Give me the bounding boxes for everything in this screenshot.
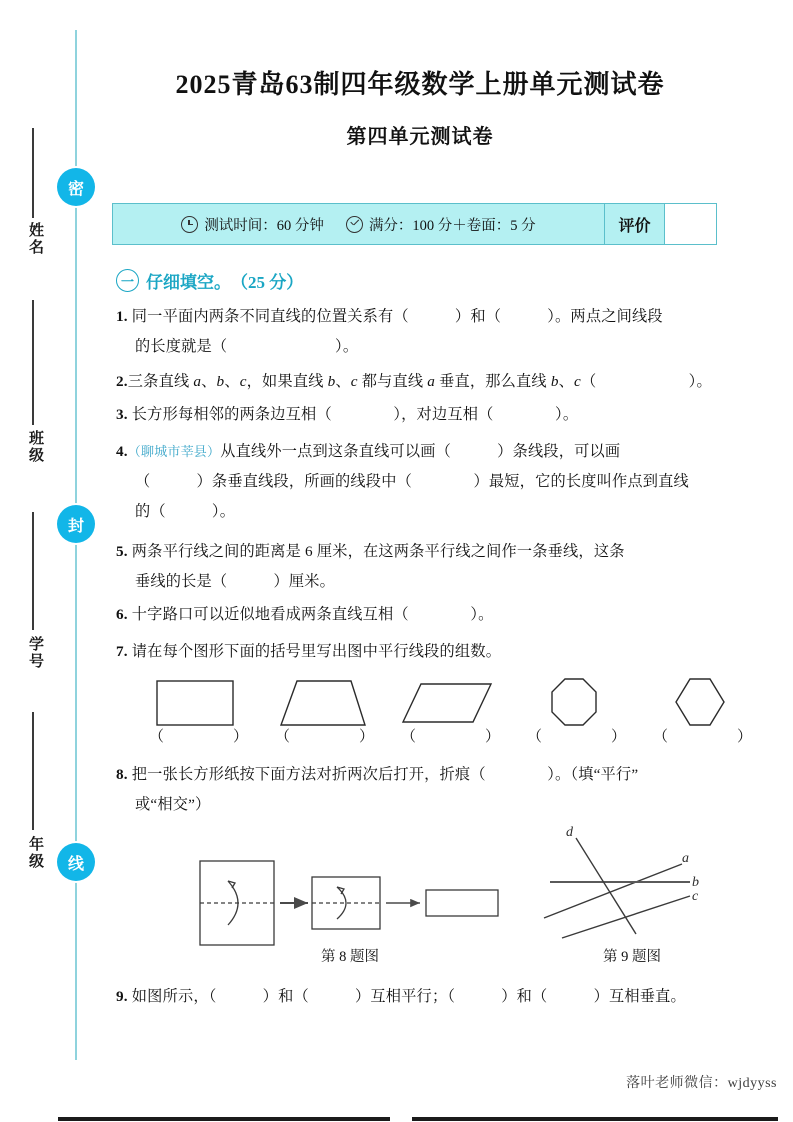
question-5-line-1 [116, 537, 781, 567]
question-4-text-2: （ ）条垂直线段，所画的线段中（ ）最短，它的长度叫作点到直线 [135, 473, 689, 490]
figure-9-lines [532, 822, 722, 942]
shape-blank-octagon[interactable]: （ ） [527, 729, 640, 745]
question-2-sep-2: 、 [224, 373, 240, 390]
field-label-name: 姓名 [27, 222, 44, 256]
octagon-icon [525, 676, 621, 728]
seal-badge-xian [57, 843, 95, 881]
watermark-text: 落叶老师微信：wjdyyss [626, 1076, 777, 1091]
seal-badge-mi [57, 168, 95, 206]
figure-9-label-a: a [682, 851, 689, 866]
section-points: （25 分） [231, 273, 304, 292]
question-7 [116, 637, 776, 667]
question-2-var-a1: a [193, 373, 202, 390]
question-2-text-pre: 三条直线 [127, 373, 194, 390]
bottom-edge-gap [390, 1117, 412, 1121]
question-2-var-c3: c [574, 373, 581, 390]
time-label: 测试时间：60 分钟 [204, 217, 324, 234]
page-title: 2025青岛63制四年级数学上册单元测试卷 [175, 70, 665, 99]
shape-blank-parallelogram[interactable]: （ ） [401, 729, 514, 745]
paper-content [100, 0, 793, 1122]
evaluation-answer-cell[interactable] [665, 204, 716, 244]
question-5-line-2 [116, 567, 781, 597]
evaluation-header-cell: 评价 [605, 204, 665, 244]
question-8-number: 8. [116, 766, 128, 783]
question-4 [116, 437, 781, 527]
question-4-text-1: 从直线外一点到这条直线可以画（ ）条线段，可以画 [220, 443, 621, 460]
field-rule-name [32, 128, 34, 218]
question-2-var-a2: a [427, 373, 436, 390]
question-1-line-2 [116, 332, 776, 362]
question-5-number: 5. [116, 543, 128, 560]
exam-info-time-score [113, 204, 605, 244]
question-2-var-b1: b [216, 373, 225, 390]
figure-9-caption: 第 9 题图 [603, 949, 661, 965]
seal-badge-feng [57, 505, 95, 543]
rectangle-icon [147, 676, 243, 728]
shape-item-trapezoid [262, 676, 388, 746]
question-1 [116, 302, 776, 362]
parallelogram-icon [399, 676, 495, 728]
question-6-text: 十字路口可以近似地看成两条直线互相（ ）。 [131, 606, 494, 623]
left-margin-sidebar [0, 0, 100, 1122]
question-4-line-3 [116, 497, 781, 527]
question-5-text-2: 垂线的长是（ ）厘米。 [135, 573, 336, 590]
shape-blank-hexagon[interactable]: （ ） [653, 729, 766, 745]
shape-blank-rectangle[interactable]: （ ） [149, 729, 262, 745]
exam-info-bar [112, 203, 717, 245]
score-segment [346, 214, 536, 235]
figure-9-label-d: d [566, 825, 573, 840]
question-8-line-2 [116, 790, 784, 820]
shape-blank-trapezoid[interactable]: （ ） [275, 729, 388, 745]
field-rule-studentid [32, 512, 34, 630]
field-label-grade: 年级 [27, 836, 44, 870]
question-6 [116, 600, 776, 630]
question-2-number: 2. [116, 373, 128, 390]
question-2-sep-4: 、 [558, 373, 574, 390]
figure-8-paper-folding [180, 855, 520, 950]
clock-icon [181, 216, 198, 233]
question-2 [116, 367, 786, 397]
trapezoid-icon [273, 676, 369, 728]
question-5-text-1: 两条平行线之间的距离是 6 厘米，在这两条平行线之间作一条垂线，这条 [131, 543, 625, 560]
question-7-number: 7. [116, 643, 128, 660]
section-number-badge: 一 [116, 269, 139, 292]
figure-9-label-b: b [692, 875, 699, 890]
field-label-studentid: 学号 [27, 636, 44, 670]
question-9-text: 如图所示，（ ）和（ ）互相平行；（ ）和（ ）互相垂直。 [131, 988, 686, 1005]
question-8 [116, 760, 784, 820]
question-1-number: 1. [116, 308, 128, 325]
question-2-text-mid-3: 垂直，那么直线 [435, 373, 551, 390]
question-8-text-2: 或“相交”） [135, 796, 211, 813]
question-3 [116, 400, 776, 430]
question-4-text-3: 的（ ）。 [135, 503, 236, 520]
page-subtitle: 第四单元测试卷 [346, 126, 494, 148]
shape-item-hexagon [640, 676, 766, 746]
question-9-number: 9. [116, 988, 128, 1005]
seal-label-xian: 线 [67, 855, 84, 873]
question-1-line-1 [116, 302, 776, 332]
shape-item-parallelogram [388, 676, 514, 746]
seal-label-mi: 密 [67, 180, 84, 198]
figure-9-label-c: c [692, 889, 699, 904]
shape-item-octagon [514, 676, 640, 746]
question-4-number: 4. [116, 443, 128, 460]
figure-8-caption: 第 8 题图 [321, 949, 379, 965]
bottom-edge-bar [58, 1117, 778, 1121]
question-2-text-mid-1: ，如果直线 [246, 373, 328, 390]
question-1-text-2: 的长度就是（ ）。 [135, 338, 359, 355]
question-9 [116, 982, 784, 1012]
question-1-text-1: 同一平面内两条不同直线的位置关系有（ ）和（ ）。两点之间线段 [131, 308, 663, 325]
question-4-line-2 [116, 467, 781, 497]
question-5 [116, 537, 781, 597]
question-2-sep-1: 、 [201, 373, 217, 390]
question-7-text: 请在每个图形下面的括号里写出图中平行线段的组数。 [131, 643, 502, 660]
question-2-text-end: （ ）。 [580, 373, 712, 390]
field-label-class: 班级 [27, 430, 44, 464]
field-rule-class [32, 300, 34, 425]
question-2-var-b2: b [327, 373, 336, 390]
question-8-text-1: 把一张长方形纸按下面方法对折两次后打开，折痕（ ）。（填“平行” [131, 766, 639, 783]
hexagon-icon [651, 676, 747, 728]
seal-label-feng: 封 [67, 517, 84, 535]
question-3-text: 长方形每相邻的两条边互相（ ），对边互相（ ）。 [131, 406, 579, 423]
question-2-sep-3: 、 [335, 373, 351, 390]
section-title: 仔细填空。 [146, 273, 231, 292]
question-4-line-1 [116, 437, 781, 467]
question-6-number: 6. [116, 606, 128, 623]
shapes-row [136, 676, 766, 754]
question-2-text-mid-2: 都与直线 [357, 373, 428, 390]
question-2-var-c1: c [239, 373, 247, 390]
question-2-var-b3: b [550, 373, 559, 390]
field-rule-grade [32, 712, 34, 830]
question-3-number: 3. [116, 406, 128, 423]
check-circle-icon [346, 216, 363, 233]
shape-item-rectangle [136, 676, 262, 746]
question-2-var-c2: c [350, 373, 358, 390]
section-header-one [116, 268, 303, 293]
question-8-line-1 [116, 760, 784, 790]
question-4-region-tag: （聊城市莘县） [127, 444, 221, 459]
score-label: 满分：100 分＋卷面：5 分 [368, 217, 536, 234]
time-segment [181, 214, 324, 235]
